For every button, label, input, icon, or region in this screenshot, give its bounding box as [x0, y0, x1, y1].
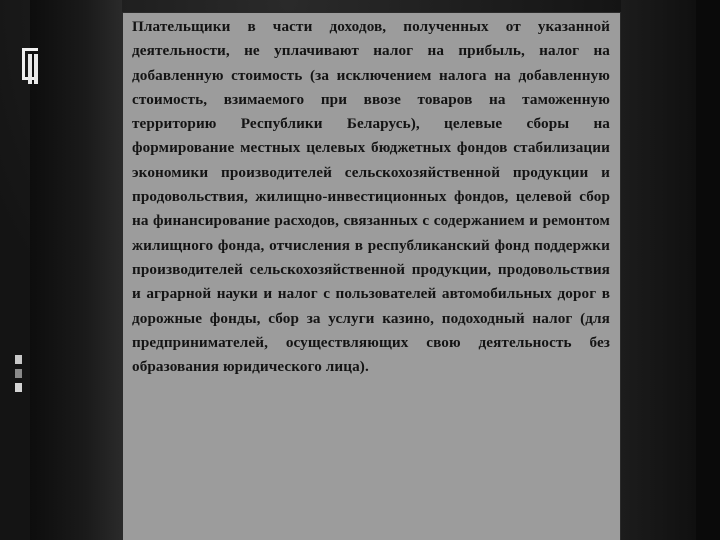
deco-square-1	[15, 355, 22, 364]
deco-square-2	[15, 369, 22, 378]
left-frame-panel	[30, 0, 122, 540]
body-paragraph: Плательщики в части доходов, полученных от указанной деятельности, не уплачивают налог на прибыль, налог на добавленную стоимость (за исключением налога на добавленную стоимость, взимаемого при ввозе товаров на таможенную территорию Республики Беларусь), целевые сборы на формирование местных целевых бюджетных фондов стабилизации экономики производителей сельскохозяйственной продукции и продовольствия, жилищно-инвестиционных фондов, целевой сбор на финансирование расходов, связанных с содержанием и ремонтом жилищного фонда, отчисления в республиканский фонд поддержки производителей сельскохозяйственной продукции, продовольствия и аграрной науки и налог с пользователей автомобильных дорог в дорожные фонды, сбор за услуги казино, подоходный налог (для предпринимателей, осуществляющих свою деятельность без образования юридического лица).	[132, 18, 610, 376]
right-frame-panel	[621, 0, 696, 540]
deco-square-3	[15, 383, 22, 392]
bracket-bar-1	[28, 54, 32, 84]
right-edge-strip	[696, 0, 720, 540]
content-panel	[122, 12, 621, 540]
bracket-bar-2	[34, 54, 38, 84]
